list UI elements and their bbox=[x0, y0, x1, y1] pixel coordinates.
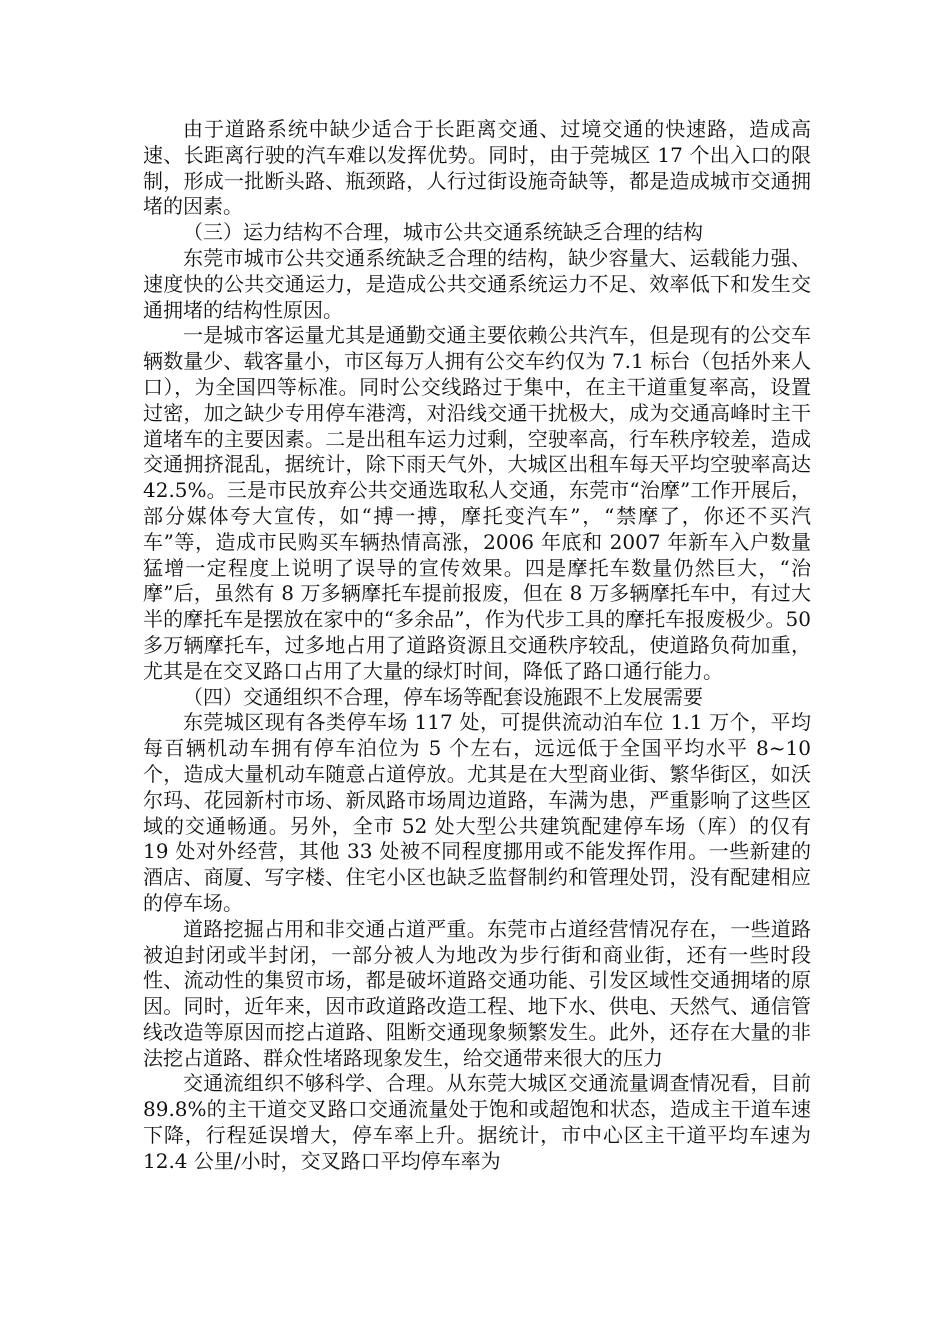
section-heading-4: （四）交通组织不合理，停车场等配套设施跟不上发展需要 bbox=[183, 684, 703, 709]
paragraph-road-occupation: 道路挖掘占用和非交通占道严重。东莞市占道经营情况存在，一些道路被迫封闭或半封闭，一部分被人为地改为步行街和商业街，还有一些时段性、流动性的集贸市场，都是破坏道路交通功能、引发区域性交通拥堵的原因。同时，近年来，因市政道路改造工程、地下水、供电、天然气、通信管线改造等原因而挖占道路、阻断交通现象频繁发生。此外，还存在大量的非法挖占道路、群众性堵路现象发生，给交通带来很大的压力 bbox=[143, 916, 811, 1070]
document-body bbox=[143, 117, 811, 1175]
paragraph-four-causes: 一是城市客运量尤其是通勤交通主要依赖公共汽车，但是现有的公交车辆数量少、载客量小，市区每万人拥有公交车约仅为 7.1 标台（包括外来人口），为全国四等标准。同时公交线路过于集中，在主干道重复率高，设置过密，加之缺少专用停车港湾，对沿线交通干扰极大，成为交通高峰时主干道堵车的主要因素。二是出租车运力过剩，空驶率高，行车秩序较差，造成交通拥挤混乱，据统计，除下雨天气外，大城区出租车每天平均空驶率高达 42.5%。三是市民放弃公共交通选取私人交通，东莞市“治摩”工作开展后，部分媒体夸大宣传，如“搏一搏，摩托变汽车”，“禁摩了，你还不买汽车”等，造成市民购买车辆热情高涨，2006 年底和 2007 年新车入户数量猛增一定程度上说明了误导的宣传效果。四是摩托车数量仍然巨大，“治摩”后，虽然有 8 万多辆摩托车提前报废，但在 8 万多辆摩托车中，有过大半的摩托车是摆放在家中的“多余品”，作为代步工具的摩托车报废极少。50 多万辆摩托车，过多地占用了道路资源且交通秩序较乱，使道路负荷加重，尤其是在交叉路口占用了大量的绿灯时间，降低了路口通行能力。 bbox=[143, 323, 811, 683]
paragraph-traffic-organization: 交通流组织不够科学、合理。从东莞大城区交通流量调查情况看，目前 89.8%的主干道交叉路口交通流量处于饱和或超饱和状态，造成主干道车速下降，行程延误增大，停车率上升。据统计，市中心区主干道平均车速为 12.4 公里/小时，交叉路口平均停车率为 bbox=[143, 1071, 811, 1173]
paragraph-transit-structure: 东莞市城市公共交通系统缺乏合理的结构，缺少容量大、运载能力强、速度快的公共交通运力，是造成公共交通系统运力不足、效率低下和发生交通拥堵的结构性原因。 bbox=[143, 245, 811, 322]
paragraph-intro: 由于道路系统中缺少适合于长距离交通、过境交通的快速路，造成高速、长距离行驶的汽车难以发挥优势。同时，由于莞城区 17 个出入口的限制，形成一批断头路、瓶颈路，人行过街设施奇缺等，都是造成城市交通拥堵的因素。 bbox=[143, 117, 811, 219]
section-heading-3: （三）运力结构不合理，城市公共交通系统缺乏合理的结构 bbox=[183, 220, 703, 245]
paragraph-parking: 东莞城区现有各类停车场 117 处，可提供流动泊车位 1.1 万个，平均每百辆机动车拥有停车泊位为 5 个左右，远远低于全国平均水平 8~10 个，造成大量机动车随意占道停放。尤其是在大型商业街、繁华街区，如沃尔玛、花园新村市场、新凤路市场周边道路，车满为患，严重影响了这些区域的交通畅通。另外，全市 52 处大型公共建筑配建停车场（库）的仅有 19 处对外经营，其他 33 处被不同程度挪用或不能发挥作用。一些新建的酒店、商厦、写字楼、住宅小区也缺乏监督制约和管理处罚，没有配建相应的停车场。 bbox=[143, 710, 811, 915]
